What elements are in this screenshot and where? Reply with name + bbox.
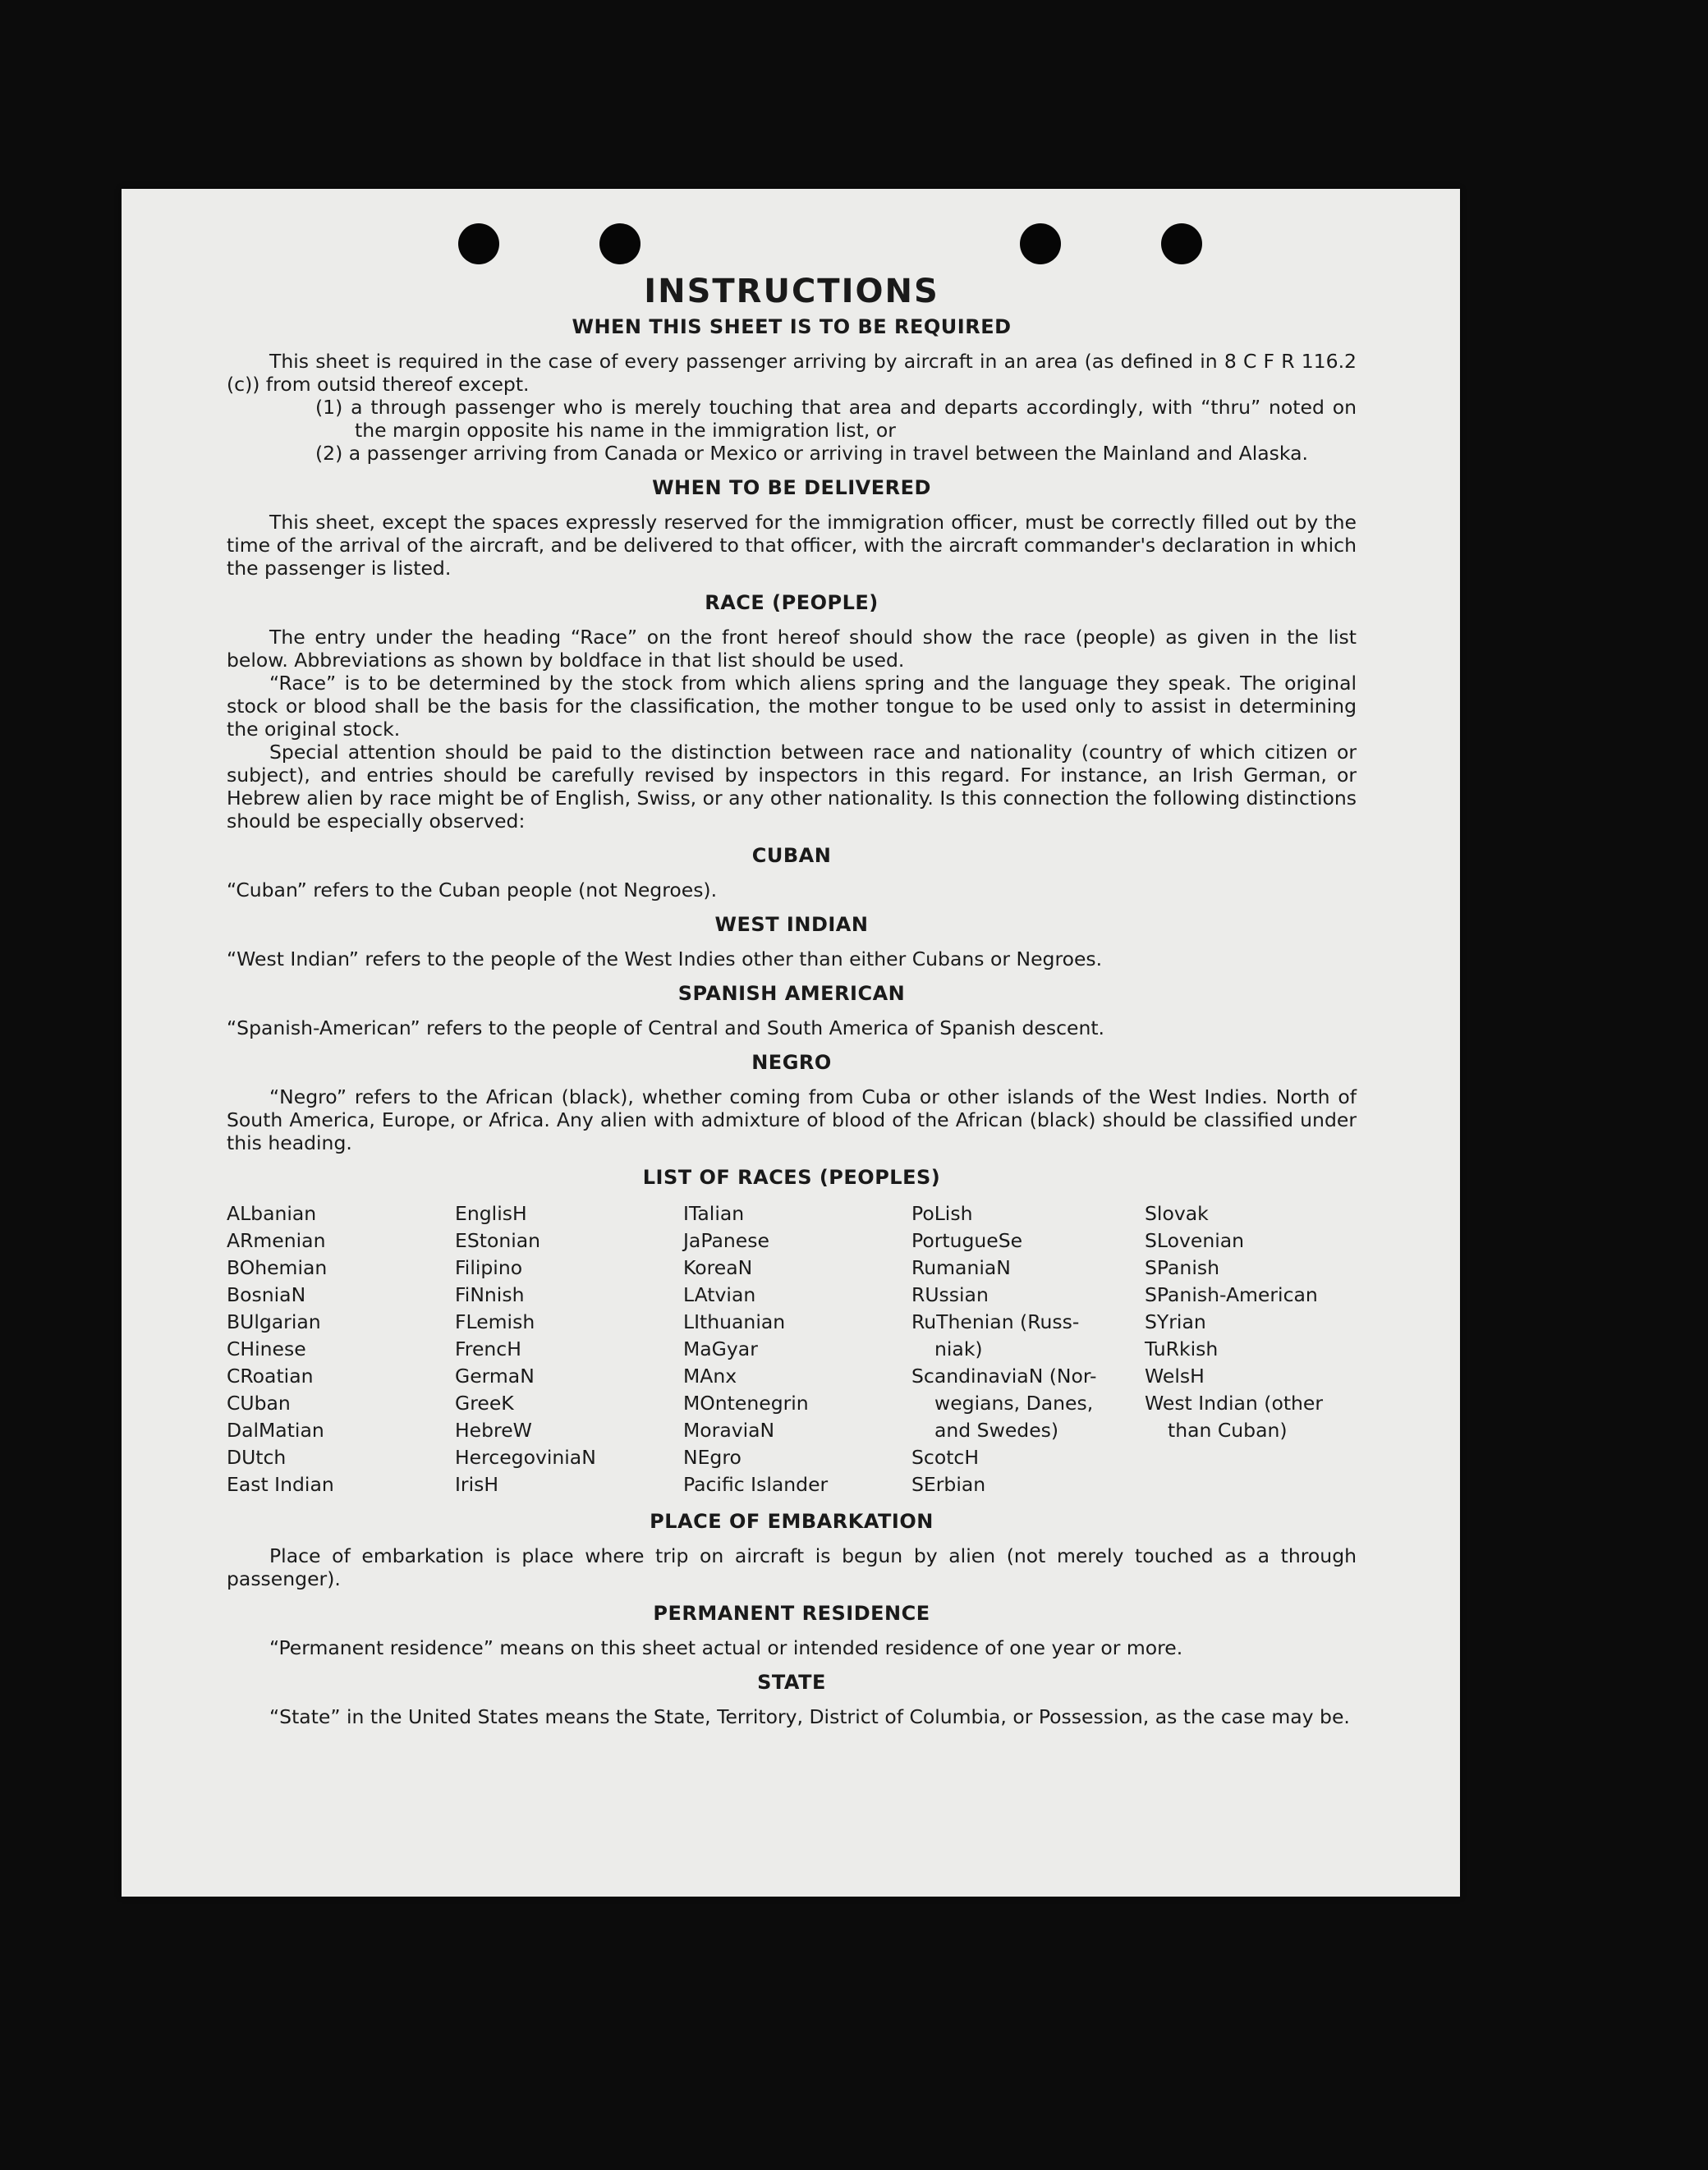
race-paragraph: “Race” is to be determined by the stock from which aliens spring and the language they speak. The original stock or blood shall be the basis for the classification, the mother tongue to be used only to assist in determining the original stock. (227, 672, 1357, 741)
heading-required: WHEN THIS SHEET IS TO BE REQUIRED (572, 315, 1012, 338)
race-item: JaPanese (683, 1229, 769, 1252)
exception-item: (1) a through passenger who is merely touching that area and departs accordingly, with “thru” noted on the margin opposite his name in the immigration list, or (315, 396, 1357, 442)
delivered-text: This sheet, except the spaces expressly reserved for the immigration officer, must be correctly filled out by the time of the arrival of the aircraft, and be delivered to that officer, with the aircraft commander's declaration in which the passenger is listed. (227, 511, 1357, 580)
required-intro: This sheet is required in the case of every passenger arriving by aircraft in an area (as defined in 8 C F R 116.2 (c)) from outsid thereof except. (227, 350, 1357, 396)
race-item: PortugueSe (911, 1229, 1023, 1252)
race-item: KoreaN (683, 1256, 753, 1279)
races-column (227, 1200, 455, 1498)
race-item: DalMatian (227, 1419, 324, 1442)
embarkation-text: Place of embarkation is place where trip on aircraft is begun by alien (not merely touched as a through passenger). (227, 1544, 1357, 1590)
race-item: CHinese (227, 1337, 306, 1360)
races-list (227, 1200, 1357, 1498)
race-item: FrencH (455, 1337, 521, 1360)
west-indian-text: “West Indian” refers to the people of the West Indies other than either Cubans or Negroes. (227, 947, 1103, 970)
race-item: NEgro (683, 1446, 742, 1469)
race-item: IrisH (455, 1473, 499, 1496)
race-item: niak) (934, 1337, 983, 1360)
cuban-text: “Cuban” refers to the Cuban people (not Negroes). (227, 879, 718, 901)
spanish-american-text: “Spanish-American” refers to the people of Central and South America of Spanish descent. (227, 1016, 1105, 1039)
race-item: EStonian (455, 1229, 541, 1252)
race-item: ScandinaviaN (Nor- (911, 1365, 1097, 1388)
race-item: BUlgarian (227, 1310, 321, 1333)
race-item: MOntenegrin (683, 1392, 809, 1415)
race-item: Filipino (455, 1256, 523, 1279)
race-item: ARmenian (227, 1229, 326, 1252)
heading-spanish-american: SPANISH AMERICAN (677, 982, 906, 1005)
races-column (455, 1200, 683, 1498)
race-item: BOhemian (227, 1256, 328, 1279)
race-item: MoraviaN (683, 1419, 775, 1442)
race-item: East Indian (227, 1473, 334, 1496)
race-item: CRoatian (227, 1365, 314, 1388)
race-item: wegians, Danes, (934, 1392, 1094, 1415)
race-paragraph: Special attention should be paid to the distinction between race and nationality (country of which citizen or subject), and entries should be carefully revised by inspectors in this regard. For instance, an Irish German, or Hebrew alien by race might be of English, Swiss, or any other nationality. Is this connection the following distinctions should be especially observed: (227, 741, 1357, 833)
race-item: LAtvian (683, 1283, 756, 1306)
race-item: SPanish (1145, 1256, 1219, 1279)
exception-item: (2) a passenger arriving from Canada or Mexico or arriving in travel between the Mainland and Alaska. (315, 442, 1308, 465)
race-item: MAnx (683, 1365, 737, 1388)
race-item: RUssian (911, 1283, 989, 1306)
heading-negro: NEGRO (751, 1051, 832, 1074)
race-item: SLovenian (1145, 1229, 1245, 1252)
heading-state: STATE (757, 1671, 826, 1694)
state-text: “State” in the United States means the State, Territory, District of Columbia, or Possession, as the case may be. (269, 1705, 1350, 1728)
race-item: than Cuban) (1168, 1419, 1288, 1442)
race-item: DUtch (227, 1446, 287, 1469)
punch-hole (1020, 223, 1061, 264)
heading-delivered: WHEN TO BE DELIVERED (652, 476, 931, 499)
race-item: and Swedes) (934, 1419, 1059, 1442)
race-item: LIthuanian (683, 1310, 786, 1333)
race-item: GreeK (455, 1392, 514, 1415)
race-item: FLemish (455, 1310, 535, 1333)
document-page (122, 189, 1460, 1897)
race-item: EnglisH (455, 1202, 527, 1225)
race-item: ALbanian (227, 1202, 317, 1225)
race-item: PoLish (911, 1202, 973, 1225)
heading-west-indian: WEST INDIAN (714, 913, 869, 936)
race-item: Slovak (1145, 1202, 1209, 1225)
race-item: RumaniaN (911, 1256, 1011, 1279)
race-item: SYrian (1145, 1310, 1206, 1333)
races-column (1145, 1200, 1357, 1498)
race-item: HebreW (455, 1419, 532, 1442)
race-item: TuRkish (1145, 1337, 1219, 1360)
punch-hole (1161, 223, 1202, 264)
race-item: CUban (227, 1392, 291, 1415)
race-item: FiNnish (455, 1283, 525, 1306)
instructions-body (227, 271, 1357, 1728)
punch-hole (458, 223, 499, 264)
heading-embarkation: PLACE OF EMBARKATION (650, 1510, 934, 1533)
race-item: ITalian (683, 1202, 745, 1225)
race-item: MaGyar (683, 1337, 758, 1360)
punch-hole (599, 223, 640, 264)
residence-text: “Permanent residence” means on this sheet actual or intended residence of one year or more. (269, 1636, 1183, 1659)
races-column (911, 1200, 1145, 1498)
race-item: BosniaN (227, 1283, 306, 1306)
race-item: ScotcH (911, 1446, 980, 1469)
heading-cuban: CUBAN (751, 844, 832, 867)
page-title: INSTRUCTIONS (644, 273, 939, 310)
race-item: GermaN (455, 1365, 535, 1388)
race-item: Pacific Islander (683, 1473, 829, 1496)
race-item: WelsH (1145, 1365, 1205, 1388)
heading-list-of-races: LIST OF RACES (PEOPLES) (642, 1166, 941, 1189)
race-paragraph: The entry under the heading “Race” on the front hereof should show the race (people) as given in the list below. Abbreviations as shown by boldface in that list should be used. (227, 626, 1357, 672)
race-item: SErbian (911, 1473, 986, 1496)
negro-text: “Negro” refers to the African (black), whether coming from Cuba or other islands of the West Indies. North of South America, Europe, or Africa. Any alien with admixture of blood of the African (black) should be classified under this heading. (227, 1085, 1357, 1154)
heading-residence: PERMANENT RESIDENCE (653, 1602, 930, 1625)
heading-race: RACE (PEOPLE) (705, 591, 879, 614)
race-item: West Indian (other (1145, 1392, 1324, 1415)
race-item: SPanish-American (1145, 1283, 1318, 1306)
races-column (683, 1200, 911, 1498)
race-item: HercegoviniaN (455, 1446, 596, 1469)
race-item: RuThenian (Russ- (911, 1310, 1080, 1333)
